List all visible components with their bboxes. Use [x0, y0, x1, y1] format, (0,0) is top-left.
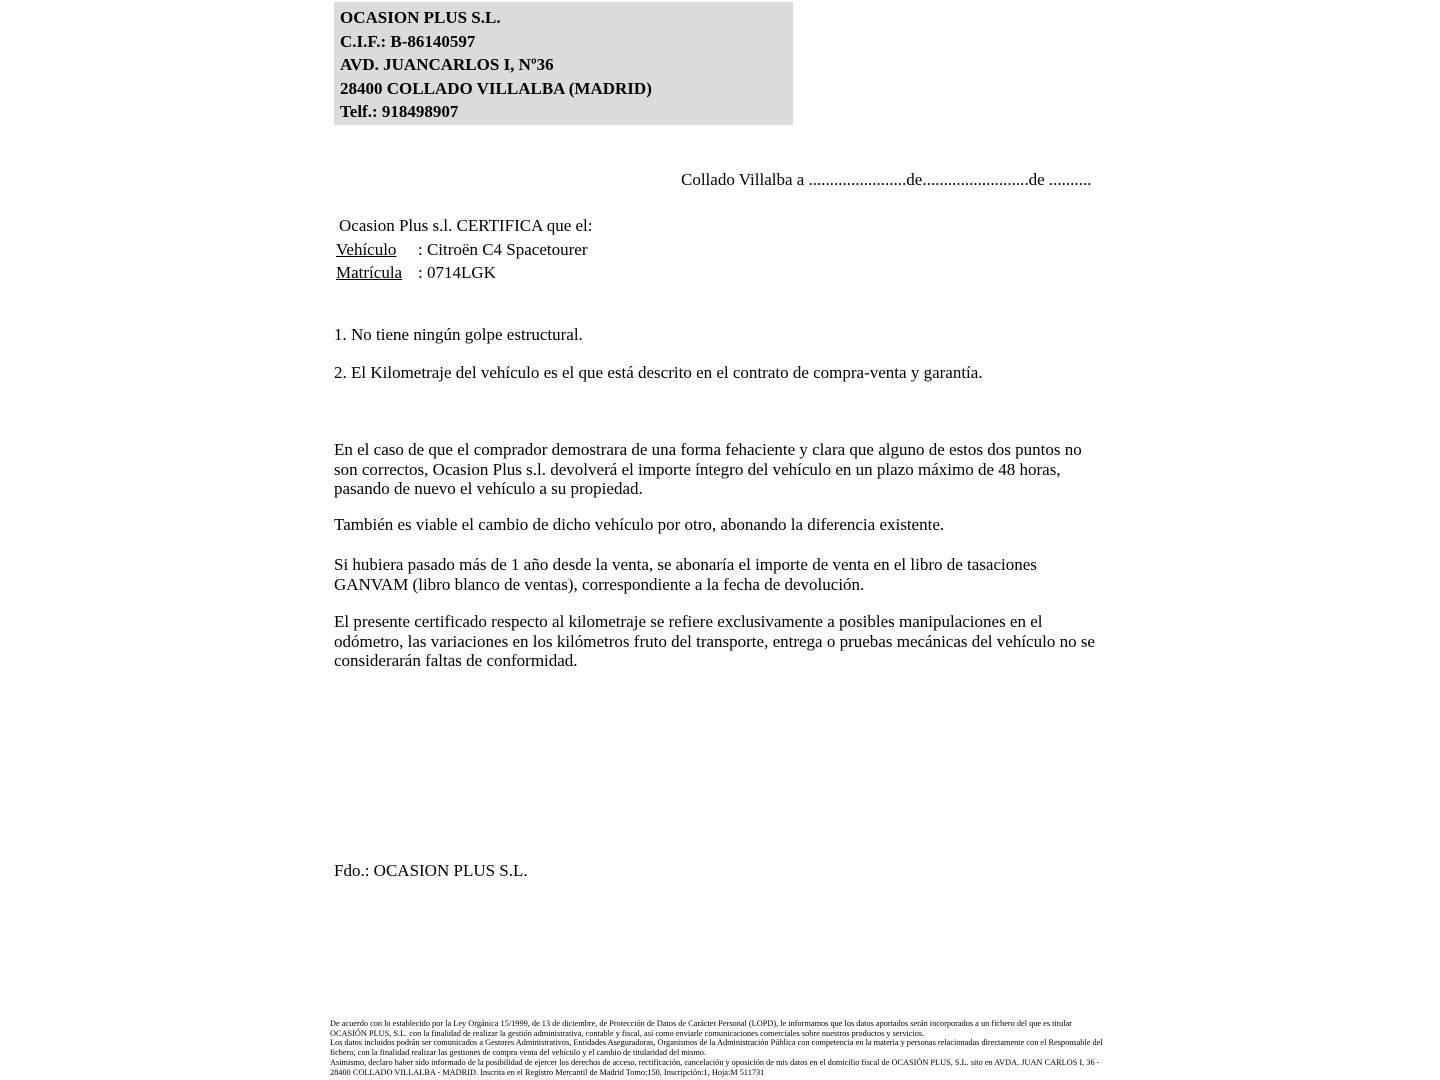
body-paragraph-exchange: También es viable el cambio de dicho vehículo por otro, abonando la diferencia existente.: [334, 515, 945, 534]
body-paragraph-odometer: El presente certificado respecto al kilometraje se refiere exclusivamente a posibles manipulaciones en el odómetro, las variaciones en los kilómetros fruto del transporte, entrega o pruebas mecánicas del vehículo no se considerarán faltas de conformidad.: [334, 612, 1095, 671]
vehicle-value: : Citroën C4 Spacetourer: [418, 240, 588, 259]
plate-value: : 0714LGK: [418, 263, 496, 282]
legal-paragraph-lopd: De acuerdo con lo establecido por la Ley Orgánica 15/1999, de 13 de diciembre, de Protección de Datos de Carácter Personal (LOPD), le informamos que los datos aportados serán incorporados a un fichero del que es titular OCASIÓN PLUS, S.L. con la finalidad de realizar la gestión administrativa, contable y fiscal, así como enviarle comunicaciones comerciales sobre nuestros productos y servicios.: [330, 1019, 1072, 1038]
vehicle-label: Vehículo: [336, 240, 397, 259]
company-address: AVD. JUANCARLOS I, Nº36: [340, 55, 554, 74]
company-name: OCASION PLUS S.L.: [340, 8, 501, 27]
body-paragraph-ganvam: Si hubiera pasado más de 1 año desde la venta, se abonaría el importe de venta en el libro de tasaciones GANVAM (libro blanco de ventas), correspondiente a la fecha de devolución.: [334, 555, 1037, 594]
place-date-line: Collado Villalba a .......................de.........................de ..........: [681, 170, 1092, 189]
signature-line: Fdo.: OCASION PLUS S.L.: [334, 861, 528, 880]
company-cif: C.I.F.: B-86140597: [340, 31, 476, 51]
plate-row: [336, 263, 496, 283]
plate-label: Matrícula: [336, 263, 403, 282]
legal-paragraph-sharing: Los datos incluidos podrán ser comunicados a Gestores Administrativos, Entidades Aseguradoras, Organismos de la Administración Pública con competencia en la materia y personas relacionadas directamente con el Responsable del fichero, con la finalidad realizar las gestiones de compra venta del vehículo y el cambio de titularidad del mismo.: [330, 1038, 1103, 1058]
condition-point-2: 2. El Kilometraje del vehículo es el que está descrito en el contrato de compra-venta y garantía.: [334, 363, 983, 382]
certify-intro: Ocasion Plus s.l. CERTIFICA que el:: [339, 216, 593, 235]
legal-paragraph-rights: Asimismo, declaro haber sido informado de la posibilidad de ejercer los derechos de acceso, rectificación, cancelación y oposición de mis datos en el domicilio fiscal de OCASIÓN PLUS, S.L. sito en AVDA. JUAN CARLOS I, 36 - 28400 COLLADO VILLALBA - MADRID. Inscrita en el Registro Mercantil de Madrid Tomo:150, Inscripción:1, Hoja:M 511731: [330, 1057, 1100, 1077]
company-city: 28400 COLLADO VILLALBA (MADRID): [340, 78, 652, 98]
company-phone: Telf.: 918498907: [340, 102, 459, 121]
company-header-box: [334, 2, 793, 125]
condition-point-1: 1. No tiene ningún golpe estructural.: [334, 325, 583, 344]
legal-footer: [330, 1019, 1104, 1077]
body-paragraph-refund: En el caso de que el comprador demostrara de una forma fehaciente y clara que alguno de estos dos puntos no son correctos, Ocasion Plus s.l. devolverá el importe íntegro del vehículo en un plazo máximo de 48 horas, pasando de nuevo el vehículo a su propiedad.: [334, 440, 1082, 499]
vehicle-row: [336, 240, 588, 260]
